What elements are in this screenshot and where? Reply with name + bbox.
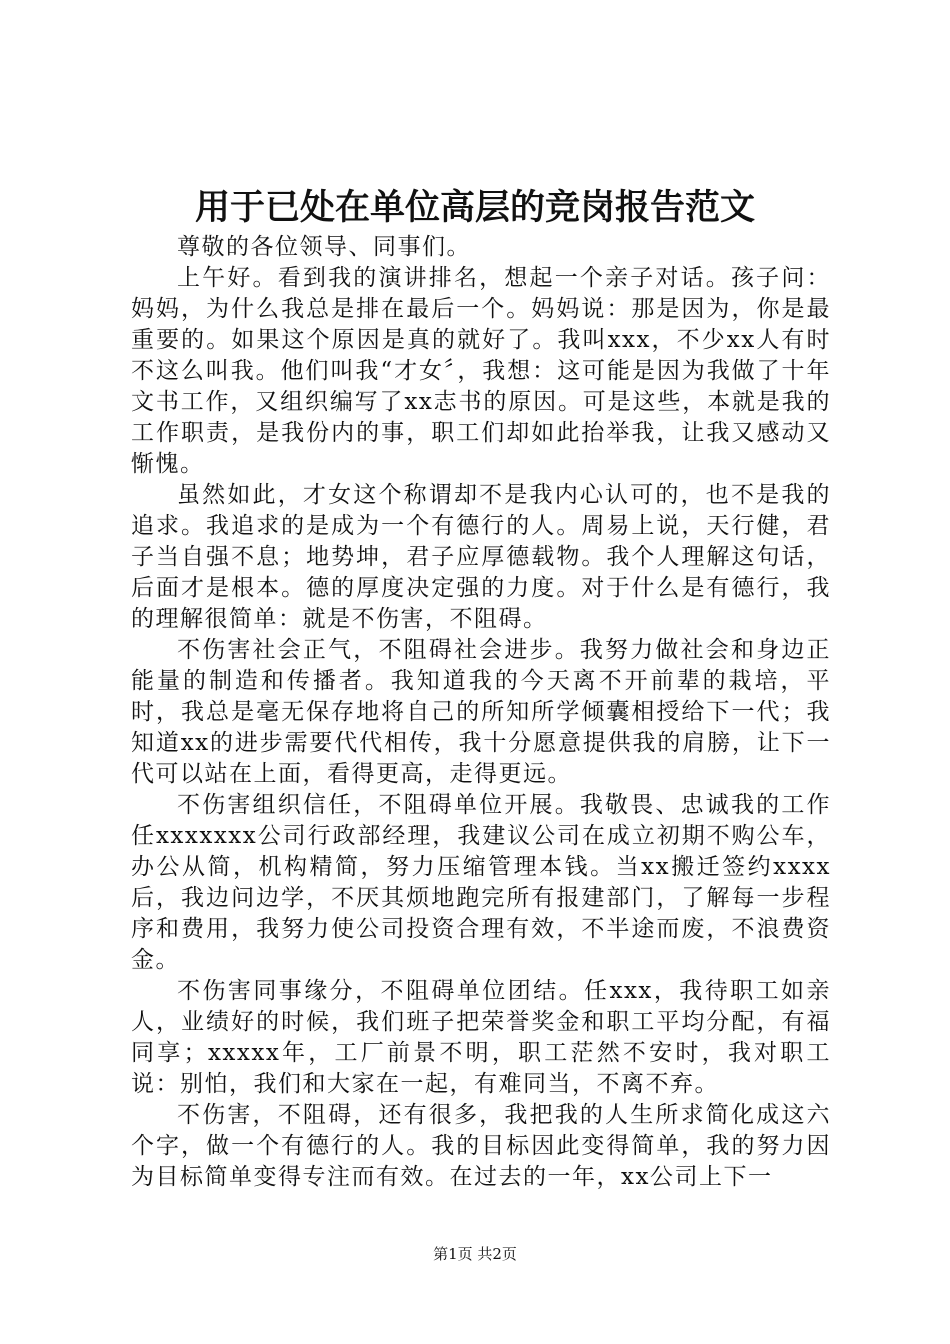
document-title: 用于已处在单位高层的竞岗报告范文 [194,187,755,228]
paragraph-greeting: 尊敬的各位领导、同事们。 [177,234,471,260]
paragraph-society: 不伤害社会正气，不阻碍社会进步。我努力做社会和身边正能量的制造和传播者。我知道我的今天离不开前辈的栽培，平时，我总是毫无保存地将自己的所知所学倾囊相授给下一代；我知道xx的进步需要代代相传，我十分愿意提供我的肩膀，让下一代可以站在上面，看得更高，走得更远。 [131,637,831,787]
paragraph-colleagues: 不伤害同事缘分，不阻碍单位团结。任xxx，我待职工如亲人，业绩好的时候，我们班子把荣誉奖金和职工平均分配，有福同享；xxxxx年，工厂前景不明，职工茫然不安时，我对职工说：别怕，我们和大家在一起，有难同当，不离不弃。 [131,978,831,1097]
paragraph-virtue: 虽然如此，才女这个称谓却不是我内心认可的，也不是我的追求。我追求的是成为一个有德行的人。周易上说，天行健，君子当自强不息；地势坤，君子应厚德载物。我个人理解这句话，后面才是根本。德的厚度决定强的力度。对于什么是有德行，我的理解很简单：就是不伤害，不阻碍。 [131,482,831,632]
paragraph-introduction: 上午好。看到我的演讲排名，想起一个亲子对话。孩子问：妈妈，为什么我总是排在最后一个。妈妈说：那是因为，你是最重要的。如果这个原因是真的就好了。我叫xxx，不少xx人有时不这么叫我。他们叫我“才女〞，我想：这可能是因为我做了十年文书工作，又组织编写了xx志书的原因。可是这些，本就是我的工作职责，是我份内的事，职工们却如此抬举我，让我又感动又惭愧。 [131,265,831,477]
paragraph-organization: 不伤害组织信任，不阻碍单位开展。我敬畏、忠诚我的工作任xxxxxxx公司行政部经理，我建议公司在成立初期不购公车，办公从简，机构精简，努力压缩管理本钱。当xx搬迁签约xxxx后，我边问边学，不厌其烦地跑完所有报建部门，了解每一步程序和费用，我努力使公司投资合理有效，不半途而废，不浪费资金。 [131,792,831,973]
paragraph-conclusion: 不伤害，不阻碍，还有很多，我把我的人生所求简化成这六个字，做一个有德行的人。我的目标因此变得简单，我的努力因为目标简单变得专注而有效。在过去的一年，xx公司上下一 [131,1102,831,1190]
page-number-footer: 第1页 共2页 [433,1245,517,1263]
document-body [131,232,831,1193]
